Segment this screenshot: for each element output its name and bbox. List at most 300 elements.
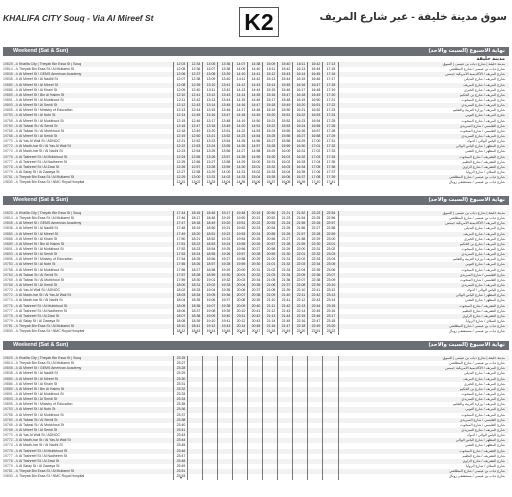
stop-name-en: Al Tashreef St / Al Zawi St	[19, 458, 60, 463]
departure-time: 17:25	[326, 118, 336, 123]
departure-time: 22:25	[311, 216, 321, 221]
departure-time: 16:37	[296, 175, 306, 180]
departure-time: 13:44	[221, 97, 231, 102]
stop-name-ar: شارع المريف / وزارة التربية والتعليم	[452, 257, 505, 262]
departure-time: 17:15	[326, 67, 336, 72]
departure-time: 21:45	[281, 318, 291, 323]
departure-time: 15:06	[251, 180, 261, 185]
departure-time: 23:04	[326, 257, 336, 262]
stop-code: 19765 - A	[3, 277, 18, 282]
stop-name-ar: شارع ذياب بن عيسى / شارع المطلعني	[449, 216, 505, 221]
stop-name-ar: شارع المريف / وزارة التربية والتعليم	[452, 108, 505, 113]
departure-time: 19:26	[221, 252, 231, 257]
departure-time: 12:18	[176, 128, 186, 133]
departure-time: 20:55	[266, 231, 276, 236]
stop-name-en: Al Mireef St / GEMS American Academy	[19, 366, 82, 371]
departure-time: 16:27	[296, 133, 306, 138]
stop-code: 19781 - A	[3, 175, 18, 180]
departure-time: 19:50	[236, 216, 246, 221]
departure-time: 13:16	[206, 113, 216, 118]
departure-time: 18:04	[176, 298, 186, 303]
stop-name-ar: شارع المريف / شارع النديلي	[464, 371, 505, 376]
departure-time: 19:08	[206, 308, 216, 313]
stop-code: 19838 - A	[3, 371, 18, 376]
departure-time: 12:36	[191, 67, 201, 72]
departure-time: 21:10	[266, 298, 276, 303]
departure-time: 22:15	[296, 313, 306, 318]
departure-time: 16:33	[296, 159, 306, 164]
departure-time: 20:53	[266, 221, 276, 226]
timetable-section-3	[3, 341, 509, 479]
stop-name-ar: شارع المريف / شارع الخيري	[463, 87, 505, 92]
stop-code: 19760 - A	[3, 417, 18, 422]
departure-time: 23:20	[326, 324, 336, 329]
stop-name-ar: شارع ذياب بن عيسى / مستشفى رويال	[448, 180, 505, 185]
departure-time: 21:12	[266, 308, 276, 313]
departure-time: 14:31	[236, 169, 246, 174]
departure-time: 12:26	[176, 164, 186, 169]
departure-time: 21:06	[266, 282, 276, 287]
departure-time: 19:43	[221, 324, 231, 329]
departure-time: 14:30	[236, 164, 246, 169]
departure-time: 20:38	[251, 293, 261, 298]
departure-time: 15:53	[281, 123, 291, 128]
stop-name-ar: شارع المريف / شارع السريدي	[461, 252, 505, 257]
departure-time: 12:23	[176, 149, 186, 154]
departure-time: 12:58	[191, 169, 201, 174]
departure-time: 16:47	[311, 82, 321, 87]
departure-time: 12:11	[176, 97, 186, 102]
stop-name-en: Al Tashreef St / Al Mubkhout St	[19, 303, 68, 308]
stop-code: 19814 - A	[3, 67, 18, 72]
departure-time: 18:56	[206, 257, 216, 262]
departure-time: 16:04	[281, 169, 291, 174]
departure-time: 23:25	[176, 356, 186, 360]
departure-time: 15:04	[251, 175, 261, 180]
departure-time: 15:17	[266, 97, 276, 102]
stop-name-en: Theyab Bin Essa St / Al Mutlaeni St	[19, 361, 75, 366]
stop-name-ar: شارع التشريف / شارع المبخوت	[459, 448, 505, 453]
stop-code: 19808 - A	[3, 72, 18, 77]
departure-time: 18:39	[191, 318, 201, 323]
departure-time: 17:34	[326, 154, 336, 159]
stop-name-ar: شارع الطبسي / شارع السريدي	[459, 272, 505, 277]
departure-time: 19:04	[206, 288, 216, 293]
departure-time: 12:54	[191, 149, 201, 154]
departure-time: 13:46	[221, 108, 231, 113]
stop-name-en: Al Mireef St / Al Mireef St	[19, 231, 58, 236]
departure-time: 22:54	[326, 211, 336, 215]
stop-name-en: Al Salay St / Al Zawaya St	[19, 463, 60, 468]
departure-time: 18:07	[176, 313, 186, 318]
departure-time: 22:11	[296, 293, 306, 298]
departure-time: 22:39	[311, 282, 321, 287]
table-row	[3, 329, 509, 334]
stop-name-ar: شارع المظهر / شارع الياس الوالي	[455, 293, 505, 298]
stop-code: 19880 - A	[3, 376, 18, 381]
departure-time: 22:27	[311, 226, 321, 231]
departure-time: 12:14	[176, 113, 186, 118]
departure-time: 21:23	[281, 216, 291, 221]
departure-time: 19:05	[206, 293, 216, 298]
stop-code: 19781 - A	[3, 324, 18, 329]
departure-time: 22:58	[326, 226, 336, 231]
stop-code: 19889 - A	[3, 386, 18, 391]
departure-time: 16:18	[296, 92, 306, 97]
departure-time: 22:01	[296, 252, 306, 257]
departure-time: 13:38	[221, 67, 231, 72]
departure-time: 22:59	[326, 231, 336, 236]
departure-time: 16:35	[296, 169, 306, 174]
departure-time: 14:10	[236, 72, 246, 77]
stop-name-en: Al Mireef St / Al Nadilli St	[19, 371, 58, 376]
section-bar	[3, 341, 509, 350]
departure-time: 16:45	[311, 72, 321, 77]
departure-time: 18:34	[191, 293, 201, 298]
departure-time: 18:36	[191, 303, 201, 308]
stop-code: 19886 - A	[3, 87, 18, 92]
departure-time: 18:19	[191, 226, 201, 231]
departure-time: 17:55	[176, 262, 186, 267]
departure-time: 23:33	[176, 391, 186, 396]
stop-name-ar: شارع المريف / الأكاديمية الأمريكية جيمس	[445, 221, 505, 226]
departure-time: 19:12	[206, 324, 216, 329]
departure-time: 20:50	[266, 211, 276, 215]
departure-time: 20:08	[236, 298, 246, 303]
departure-time: 19:59	[236, 262, 246, 267]
departure-time: 14:27	[236, 149, 246, 154]
departure-time: 14:13	[236, 87, 246, 92]
departure-time: 22:44	[311, 303, 321, 308]
departure-time: 17:57	[176, 272, 186, 277]
departure-time: 16:26	[296, 128, 306, 133]
stop-code: 19830 - A	[3, 180, 18, 185]
departure-time: 15:12	[266, 72, 276, 77]
stop-name-ar: شارع المريف / شارع السريدي	[461, 427, 505, 432]
departure-time: 17:03	[311, 154, 321, 159]
departure-time: 12:03	[176, 62, 186, 66]
departure-time: 16:42	[311, 62, 321, 66]
departure-time: 21:54	[296, 216, 306, 221]
departure-time: 15:24	[266, 128, 276, 133]
departure-time: 18:18	[191, 221, 201, 226]
departure-time: 21:34	[281, 272, 291, 277]
route-title-ar: سوق مدينة خليفة - عبر شارع المريف	[319, 11, 507, 23]
departure-time: 21:40	[281, 293, 291, 298]
timetable-section-1	[3, 47, 509, 185]
stop-name-ar: شارع المريف / شارع السريدي	[461, 282, 505, 287]
departure-time: 13:36	[221, 62, 231, 66]
departure-time: 13:10	[206, 82, 216, 87]
departure-time: 17:52	[176, 246, 186, 251]
departure-time: 18:02	[176, 288, 186, 293]
stop-code: 19770 - A	[3, 288, 18, 293]
departure-time: 13:49	[221, 123, 231, 128]
departure-time: 22:31	[311, 246, 321, 251]
departure-time: 23:41	[176, 427, 186, 432]
departure-time: 21:08	[266, 288, 276, 293]
departure-time: 12:07	[176, 77, 186, 82]
stop-name-en: Al Yas Al Wali St / ADNOC	[19, 288, 60, 293]
departure-time: 17:13	[326, 62, 336, 66]
departure-time: 16:49	[311, 92, 321, 97]
stop-name-en: Al Mireef St / Al Mubkhout St	[19, 118, 64, 123]
departure-time: 17:32	[326, 144, 336, 149]
route-title-en: KHALIFA CITY Souq - Via Al Mireef St	[3, 13, 154, 23]
departure-time: 20:30	[251, 262, 261, 267]
departure-time: 18:31	[191, 282, 201, 287]
departure-time: 20:26	[251, 241, 261, 246]
departure-time: 12:45	[191, 113, 201, 118]
stop-code: 19838 - A	[3, 77, 18, 82]
departure-time: 14:09	[236, 67, 246, 72]
departure-time: 13:47	[221, 113, 231, 118]
section-label-ar: نهاية الاسبوع (السبت والاحد)	[428, 197, 505, 203]
stop-name-en: Al Mireef St / Al Mireef St	[19, 82, 58, 87]
stop-name-en: Al Tabasi St / Al Seridi St	[19, 417, 58, 422]
departure-time: 17:08	[311, 175, 321, 180]
stop-name-ar: شارع المريف / شارع المريف	[463, 82, 505, 87]
departure-time: 14:22	[236, 128, 246, 133]
departure-time: 19:27	[221, 257, 231, 262]
departure-time: 14:43	[251, 82, 261, 87]
departure-time: 15:44	[281, 77, 291, 82]
departure-time: 13:55	[221, 144, 231, 149]
departure-time: 12:52	[191, 139, 201, 144]
stop-name-en: Al Tabasi St / Al Mubkhout St	[19, 422, 64, 427]
departure-time: 22:29	[311, 236, 321, 241]
stop-code: 19779 - A	[3, 318, 18, 323]
departure-time: 15:48	[281, 97, 291, 102]
departure-time: 23:34	[176, 397, 186, 402]
departure-time: 12:12	[176, 103, 186, 108]
departure-time: 17:59	[176, 277, 186, 282]
departure-time: 19:52	[236, 226, 246, 231]
stop-name-ar: شارع السلاي / شارع الزوايا	[465, 169, 505, 174]
departure-time: 19:10	[206, 318, 216, 323]
stop-code: 19893 - A	[3, 252, 18, 257]
departure-time: 19:07	[206, 303, 216, 308]
departure-time: 19:06	[206, 298, 216, 303]
departure-time: 23:44	[176, 438, 186, 443]
departure-time: 20:31	[251, 267, 261, 272]
departure-time: 18:28	[191, 272, 201, 277]
stop-name-en: Al Tabasi St / Al Mubkhout St	[19, 277, 64, 282]
departure-time: 14:57	[251, 144, 261, 149]
departure-time: 17:51	[176, 241, 186, 246]
departure-time: 20:10	[236, 308, 246, 313]
departure-time: 22:43	[311, 298, 321, 303]
departure-time: 18:55	[206, 252, 216, 257]
stop-name-en: Al Tashreef St / Al Nadheem St	[19, 308, 67, 313]
departure-time: 16:32	[296, 154, 306, 159]
stop-name-en: Al Salay St / Al Zawaya St	[19, 318, 60, 323]
departure-time: 20:54	[266, 226, 276, 231]
stop-name-ar: شارع المريف / شارع بن الحكيم	[459, 386, 505, 391]
stop-name-ar: شارع التشريف / شارع الزاوي	[462, 458, 505, 463]
stop-name-ar: شارع التشريف / شارع المبخوت	[459, 303, 505, 308]
departure-time: 17:05	[311, 164, 321, 169]
stop-code: 19895 - A	[3, 402, 18, 407]
departure-time: 14:29	[236, 159, 246, 164]
departure-time: 18:17	[191, 216, 201, 221]
stop-name-en: Theyab Bin Essa St / NMC Royal Hospital	[19, 474, 85, 479]
departure-time: 13:15	[206, 108, 216, 113]
departure-time: 17:56	[176, 267, 186, 272]
stop-code: 19760 - A	[3, 272, 18, 277]
departure-time: 12:25	[176, 159, 186, 164]
stop-code: 19777 - A	[3, 159, 18, 164]
departure-time: 19:36	[221, 293, 231, 298]
departure-time: 21:31	[281, 257, 291, 262]
stop-code: 19889 - A	[3, 92, 18, 97]
stop-name-ar: شارع الطبسي / شارع السريدي	[459, 123, 505, 128]
departure-time: 22:20	[296, 329, 306, 334]
departure-time: 16:50	[311, 97, 321, 102]
departure-time: 17:39	[326, 175, 336, 180]
departure-time: 12:31	[176, 180, 186, 185]
departure-time: 17:24	[326, 113, 336, 118]
stop-name-ar: شارع المريف / شارع المبخوت	[461, 118, 505, 123]
departure-time: 15:28	[266, 144, 276, 149]
stop-code: 19886 - A	[3, 381, 18, 386]
departure-time: 13:21	[206, 133, 216, 138]
departure-time: 12:34	[191, 62, 201, 66]
departure-time: 14:53	[251, 128, 261, 133]
departure-time: 17:23	[326, 108, 336, 113]
departure-time: 22:04	[296, 267, 306, 272]
departure-time: 20:58	[266, 246, 276, 251]
departure-time: 18:00	[176, 282, 186, 287]
departure-time: 20:29	[251, 257, 261, 262]
stop-name-ar: شارع المريف / شارع بن الحكيم	[459, 92, 505, 97]
stop-name-en: Al Mireef St / Al Khairi St	[19, 236, 58, 241]
stop-name-en: Al Mireef St / Al Nobi St	[19, 113, 56, 118]
departure-time: 19:19	[221, 216, 231, 221]
stop-name-ar: شارع المريف / شارع السريدي	[461, 103, 505, 108]
departure-time: 23:43	[176, 433, 186, 438]
departure-time: 14:00	[221, 169, 231, 174]
stop-name-ar: شارع التشريف / شارع الزاوي	[462, 313, 505, 318]
departure-time: 19:24	[221, 241, 231, 246]
departure-time: 14:40	[251, 67, 261, 72]
stop-name-ar: شارع الطبسي / شارع المبخوت	[460, 422, 505, 427]
page-header	[3, 7, 509, 37]
stop-name-en: Al Mireef St / Al Seridi St	[19, 427, 58, 432]
stop-name-ar: شارع الياس الوالي / أدنوك	[466, 288, 505, 293]
departure-time: 23:16	[326, 308, 336, 313]
departure-time: 19:22	[221, 231, 231, 236]
stop-name-ar: شارع الياس الوالي / أدنوك	[466, 139, 505, 144]
departure-time: 13:59	[221, 164, 231, 169]
departure-time: 13:40	[221, 77, 231, 82]
departure-time: 17:33	[326, 149, 336, 154]
departure-time: 16:01	[281, 154, 291, 159]
stop-name-en: Al Madh-har St / Al Yas Al Wali St	[19, 293, 71, 298]
departure-time: 23:03	[326, 252, 336, 257]
departure-time: 16:52	[311, 108, 321, 113]
departure-time: 22:28	[311, 231, 321, 236]
departure-time: 15:55	[281, 128, 291, 133]
departure-time: 14:15	[236, 97, 246, 102]
departure-time: 14:04	[221, 180, 231, 185]
stop-code: 19753 - A	[3, 407, 18, 412]
departure-time: 12:57	[191, 164, 201, 169]
departure-time: 23:49	[176, 463, 186, 468]
departure-time: 13:08	[206, 72, 216, 77]
stop-name-en: Al Salay St / Al Zawaya St	[19, 169, 60, 174]
departure-time: 14:17	[236, 108, 246, 113]
departure-time: 23:07	[326, 272, 336, 277]
departure-time: 16:15	[296, 77, 306, 82]
departure-time: 13:05	[206, 62, 216, 66]
stop-name-en: Al Madh-har St / Al Nadhi St	[19, 149, 63, 154]
section-bar	[3, 47, 509, 56]
departure-time: 18:49	[206, 221, 216, 226]
stop-name-ar: شارع المريف / شارع النديلي	[464, 77, 505, 82]
departure-time: 18:51	[206, 231, 216, 236]
departure-time: 20:24	[251, 231, 261, 236]
departure-time: 15:49	[281, 103, 291, 108]
departure-time: 21:26	[281, 231, 291, 236]
departure-time: 15:32	[266, 164, 276, 169]
stop-name-ar: شارع ذياب بن عيسى / شارع المطلعني	[449, 175, 505, 180]
stop-code: 19891 - A	[3, 97, 18, 102]
stop-name-ar: شارع المريف / شارع السريدي	[461, 133, 505, 138]
departure-time: 21:59	[296, 241, 306, 246]
departure-time: 23:31	[176, 381, 186, 386]
departure-time: 20:21	[251, 216, 261, 221]
departure-time: 22:03	[296, 262, 306, 267]
departure-time: 21:41	[281, 298, 291, 303]
departure-time: 14:16	[236, 103, 246, 108]
departure-time: 15:14	[266, 82, 276, 87]
departure-time: 15:42	[281, 67, 291, 72]
departure-time: 20:59	[266, 252, 276, 257]
stop-code: 19891 - A	[3, 391, 18, 396]
stop-name-ar: مدينة خليفة | شارع ذياب بن عيسى | السوق	[442, 211, 505, 215]
departure-time: 21:43	[281, 308, 291, 313]
departure-time: 13:42	[221, 87, 231, 92]
departure-time: 22:46	[311, 313, 321, 318]
stop-code: 19774 - A	[3, 443, 18, 448]
stop-name-en: Al Tashreef St / Al Zawi St	[19, 313, 60, 318]
departure-time: 16:19	[296, 97, 306, 102]
departure-time: 19:38	[221, 303, 231, 308]
stop-name-en: Al Mireef St / GEMS American Academy	[19, 221, 82, 226]
departure-time: 19:45	[221, 329, 231, 334]
departure-time: 14:50	[251, 118, 261, 123]
departure-time: 19:51	[236, 221, 246, 226]
departure-time: 12:21	[176, 139, 186, 144]
departure-time: 16:39	[296, 180, 306, 185]
departure-time: 14:46	[251, 97, 261, 102]
departure-time: 22:02	[296, 257, 306, 262]
departure-time: 13:27	[206, 159, 216, 164]
stop-name-ar: شارع المريف / شارع المبخوت	[461, 391, 505, 396]
stop-name-ar: شارع الطبسي / شارع المبخوت	[460, 128, 505, 133]
stop-name-en: Al Mireef St / Al Mubkhout St	[19, 97, 64, 102]
departure-time: 15:45	[281, 82, 291, 87]
departure-time: 23:35	[176, 402, 186, 407]
departure-time: 21:33	[281, 267, 291, 272]
departure-time: 18:03	[176, 293, 186, 298]
departure-time: 18:26	[191, 262, 201, 267]
departure-time: 22:41	[311, 288, 321, 293]
departure-time: 14:18	[236, 113, 246, 118]
departure-time: 17:36	[326, 164, 336, 169]
departure-time: 12:13	[176, 108, 186, 113]
